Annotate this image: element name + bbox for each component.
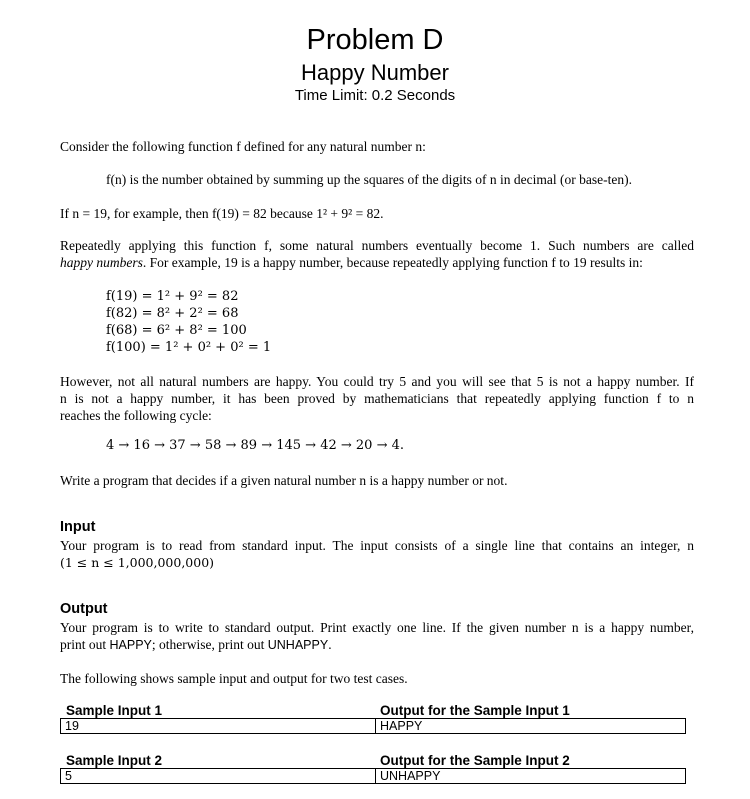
task-text: Write a program that decides if a given natural number n is a happy number or not. bbox=[60, 473, 508, 488]
output-line-1: Your program is to write to standard output. Print exactly one line. If the given number n is a happy number, bbox=[60, 620, 694, 635]
cycle-text: 4 → 16 → 37 → 58 → 89 → 145 → 42 → 20 → 4. bbox=[106, 438, 404, 453]
happy-keyword: HAPPY bbox=[109, 638, 152, 652]
sample-input-1-box: 19 bbox=[60, 718, 376, 734]
not-happy-line-2: n is not a happy number, it has been proved by mathematicians that repeatedly applying function f to n bbox=[60, 391, 694, 406]
output-line-2a: print out bbox=[60, 637, 110, 652]
not-happy-paragraph bbox=[60, 373, 694, 424]
unhappy-keyword: UNHAPPY bbox=[267, 638, 329, 652]
happy-numbers-term: happy numbers bbox=[60, 255, 143, 270]
output-line-2c: . bbox=[328, 637, 332, 652]
definition-text: f(n) is the number obtained by summing up the squares of the digits of n in decimal (or base-ten). bbox=[106, 172, 632, 187]
sample-output-1-label: Output for the Sample Input 1 bbox=[380, 703, 570, 718]
sample-input-1-label: Sample Input 1 bbox=[66, 703, 163, 718]
intro-text: Consider the following function f defined for any natural number n: bbox=[60, 139, 426, 154]
input-line-2: (1 ≤ n ≤ 1,000,000,000) bbox=[60, 555, 215, 570]
step-1: f(19) = 1² + 9² = 82 bbox=[106, 289, 239, 304]
repeat-paragraph-line-1: Repeatedly applying this function f, some natural numbers eventually become 1. Such numbers are called bbox=[60, 238, 694, 253]
repeat-paragraph bbox=[60, 237, 694, 271]
sample-output-2-label: Output for the Sample Input 2 bbox=[380, 753, 570, 768]
time-limit: Time Limit: 0.2 Seconds bbox=[294, 87, 456, 104]
step-4: f(100) = 1² + 0² + 0² = 1 bbox=[106, 340, 272, 355]
repeat-paragraph-line-2b: . For example, 19 is a happy number, because repeatedly applying function f to 19 results in: bbox=[142, 255, 643, 270]
samples-intro: The following shows sample input and output for two test cases. bbox=[60, 671, 408, 686]
steps-list bbox=[106, 288, 271, 356]
not-happy-line-1: However, not all natural numbers are happy. You could try 5 and you will see that 5 is not a happy number. If bbox=[60, 374, 694, 389]
not-happy-line-3: reaches the following cycle: bbox=[60, 408, 212, 423]
repeat-paragraph-line-2 bbox=[60, 254, 694, 271]
example-text: If n = 19, for example, then f(19) = 82 because 1² + 9² = 82. bbox=[60, 206, 384, 221]
problem-subtitle: Happy Number bbox=[301, 60, 449, 85]
sample-output-1-box: HAPPY bbox=[375, 718, 686, 734]
step-2: f(82) = 8² + 2² = 68 bbox=[106, 306, 239, 321]
output-line-2b: ; otherwise, print out bbox=[151, 637, 268, 652]
sample-input-2-label: Sample Input 2 bbox=[66, 753, 163, 768]
input-heading: Input bbox=[60, 519, 96, 535]
output-heading: Output bbox=[60, 601, 108, 617]
input-description bbox=[60, 537, 694, 571]
sample-output-2-box: UNHAPPY bbox=[375, 768, 686, 784]
step-3: f(68) = 6² + 8² = 100 bbox=[106, 323, 247, 338]
output-line-2 bbox=[60, 636, 694, 654]
sample-input-2-box: 5 bbox=[60, 768, 376, 784]
input-line-1: Your program is to read from standard input. The input consists of a single line that contains an integer, n bbox=[60, 538, 694, 553]
problem-title: Problem D bbox=[306, 24, 444, 56]
output-description bbox=[60, 619, 694, 654]
